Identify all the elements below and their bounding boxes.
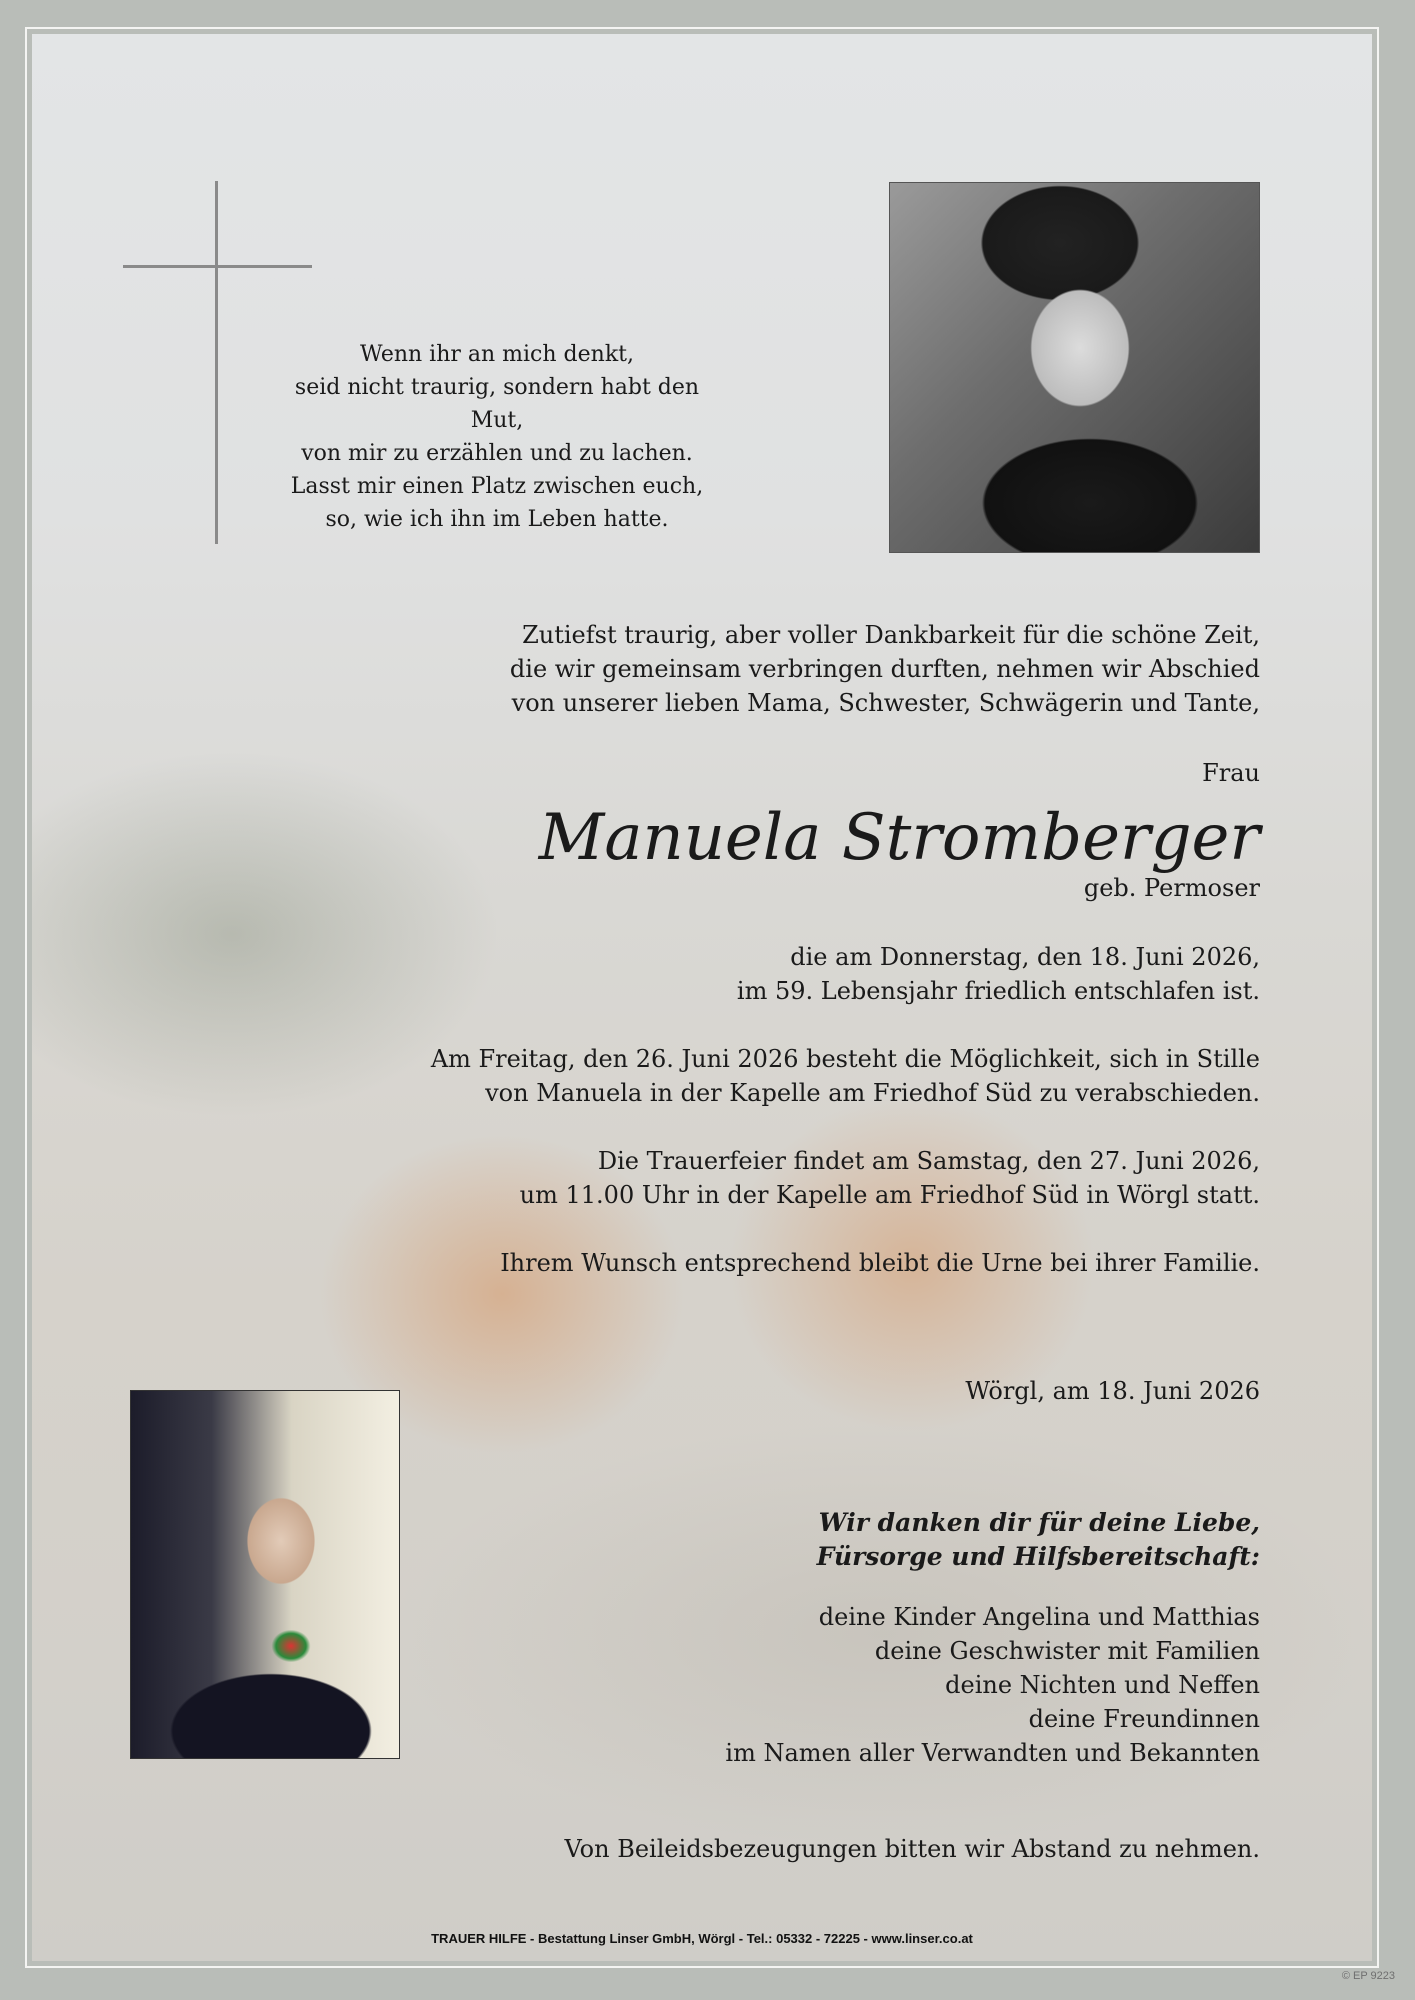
- closing-note: Von Beileidsbezeugungen bitten wir Abstand zu nehmen.: [564, 1835, 1260, 1863]
- death-notice-line: im 59. Lebensjahr friedlich entschlafen ist.: [736, 977, 1260, 1005]
- poem-line: so, wie ich ihn im Leben hatte.: [325, 507, 669, 532]
- funeral-home-footer: TRAUER HILFE - Bestattung Linser GmbH, Wörgl - Tel.: 05332 - 72225 - www.linser.co.at: [431, 1931, 973, 1946]
- second-photo: [130, 1390, 400, 1759]
- death-notice: [360, 940, 1260, 1008]
- mourners-list: [560, 1600, 1260, 1770]
- intro-line: von unserer lieben Mama, Schwester, Schwägerin und Tante,: [511, 689, 1260, 717]
- intro-text: [360, 618, 1260, 720]
- funeral-line: um 11.00 Uhr in der Kapelle am Friedhof Süd in Wörgl statt.: [519, 1181, 1260, 1209]
- mourner-line: deine Geschwister mit Familien: [874, 1637, 1260, 1665]
- birth-name: geb. Permoser: [1083, 874, 1260, 902]
- mourner-line: deine Kinder Angelina und Matthias: [818, 1603, 1260, 1631]
- thanks-text: [660, 1506, 1260, 1574]
- mourner-line: deine Freundinnen: [1028, 1705, 1260, 1733]
- funeral-line: Die Trauerfeier findet am Samstag, den 27. Juni 2026,: [597, 1147, 1260, 1175]
- viewing-notice: [260, 1042, 1260, 1110]
- viewing-line: von Manuela in der Kapelle am Friedhof Süd zu verabschieden.: [485, 1079, 1260, 1107]
- mourner-line: deine Nichten und Neffen: [945, 1671, 1260, 1699]
- viewing-line: Am Freitag, den 26. Juni 2026 besteht die Möglichkeit, sich in Stille: [430, 1045, 1260, 1073]
- obituary-card: [32, 34, 1372, 1961]
- thanks-line: Wir danken dir für deine Liebe,: [818, 1508, 1260, 1537]
- deceased-name: Manuela Stromberger: [538, 801, 1260, 875]
- urn-note: Ihrem Wunsch entsprechend bleibt die Urne bei ihrer Familie.: [500, 1249, 1260, 1277]
- mourner-line: im Namen aller Verwandten und Bekannten: [725, 1739, 1260, 1767]
- intro-line: die wir gemeinsam verbringen durften, nehmen wir Abschied: [509, 655, 1260, 683]
- intro-line: Zutiefst traurig, aber voller Dankbarkeit für die schöne Zeit,: [522, 621, 1260, 649]
- cross-icon: [215, 181, 218, 544]
- poem-line: von mir zu erzählen und zu lachen.: [301, 441, 693, 466]
- poem-line: seid nicht traurig, sondern habt den Mut,: [294, 375, 700, 433]
- salutation: Frau: [1202, 759, 1260, 787]
- print-code: © EP 9223: [1341, 1970, 1395, 1982]
- portrait-photo: [889, 182, 1260, 553]
- thanks-line: Fürsorge und Hilfsbereitschaft:: [816, 1542, 1260, 1571]
- funeral-notice: [360, 1144, 1260, 1212]
- poem-line: Lasst mir einen Platz zwischen euch,: [290, 474, 704, 499]
- death-notice-line: die am Donnerstag, den 18. Juni 2026,: [790, 943, 1260, 971]
- cross-icon-bar: [123, 265, 312, 268]
- place-date: Wörgl, am 18. Juni 2026: [965, 1377, 1260, 1405]
- memorial-poem: [272, 338, 722, 536]
- poem-line: Wenn ihr an mich denkt,: [360, 342, 634, 367]
